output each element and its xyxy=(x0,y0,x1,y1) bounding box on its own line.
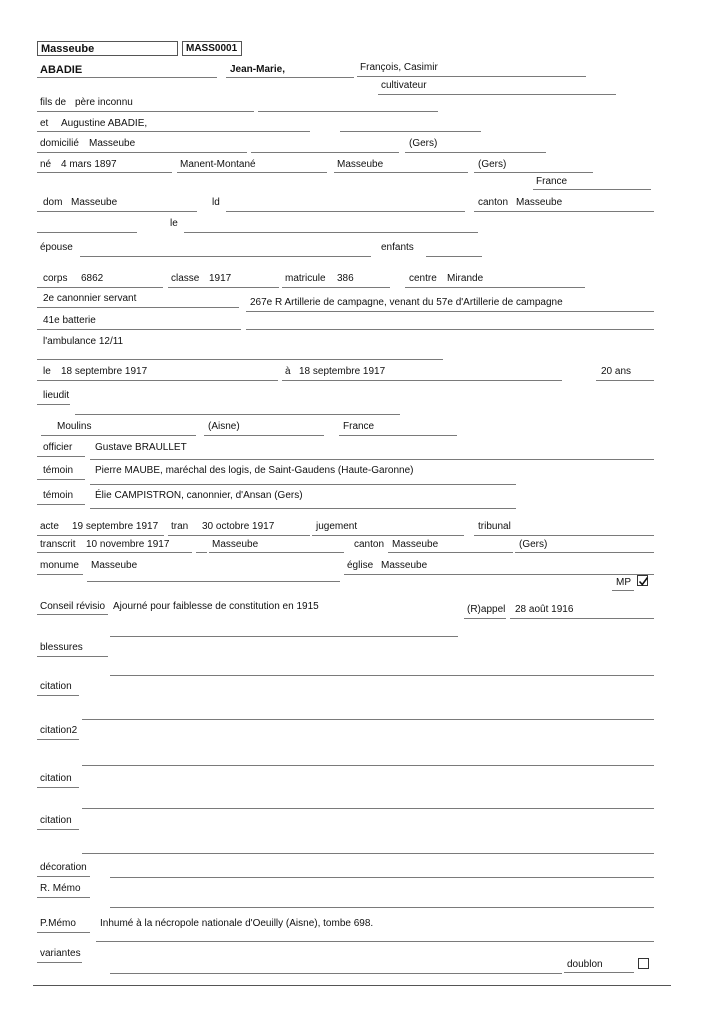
doublon-label: doublon xyxy=(567,959,603,970)
decoration-line xyxy=(110,877,654,878)
officer-label: officier xyxy=(43,442,73,453)
regiment: 267e R Artillerie de campagne, venant du 57e d'Artillerie de campagne xyxy=(250,297,563,308)
bottom-rule xyxy=(33,985,671,986)
birth-country-line xyxy=(533,189,651,190)
citation1-label: citation xyxy=(40,681,72,692)
witness2-label: témoin xyxy=(43,490,74,501)
unit: 41e batterie xyxy=(43,315,96,326)
transcrit-canton-line xyxy=(388,552,513,553)
commune-name: Masseube xyxy=(41,43,95,55)
birth-town: Masseube xyxy=(337,159,384,170)
revision-line xyxy=(110,636,458,637)
revision-value: Ajourné pour faiblesse de constitution en 1915 xyxy=(113,601,319,612)
spouse-line xyxy=(80,256,371,257)
father-label: fils de xyxy=(40,97,67,108)
domicile-line-2 xyxy=(251,152,399,153)
witness2-label-line xyxy=(37,504,85,505)
birth-date: 4 mars 1897 xyxy=(61,159,117,170)
citation3-label-line xyxy=(37,787,79,788)
tribunal-label: tribunal xyxy=(478,521,511,532)
children-line xyxy=(426,256,482,257)
citation2-label-line xyxy=(37,739,79,740)
domicile-dept: (Gers) xyxy=(409,138,438,149)
monument-label: monume xyxy=(40,560,79,571)
doublon-checkbox[interactable] xyxy=(638,958,649,969)
death-a-label: à xyxy=(285,366,291,377)
surname: ABADIE xyxy=(40,64,83,76)
doublon-line xyxy=(564,972,634,973)
tran-label: tran xyxy=(171,521,189,532)
witness2-line xyxy=(90,508,516,509)
citation4-line xyxy=(82,853,654,854)
death-place: Moulins xyxy=(57,421,92,432)
mp-label: MP xyxy=(616,577,631,588)
dom-label: dom xyxy=(43,197,63,208)
death-dept-line xyxy=(204,435,324,436)
canton-value: Masseube xyxy=(516,197,563,208)
citation1-label-line xyxy=(37,695,79,696)
rappel-label: (R)appel xyxy=(467,604,506,615)
tran-date: 30 octobre 1917 xyxy=(202,521,275,532)
blessures-line xyxy=(110,675,654,676)
revision-label-line xyxy=(37,614,108,615)
checkmark-icon xyxy=(638,576,649,587)
witness1-value: Pierre MAUBE, maréchal des logis, de Saint-Gaudens (Haute-Garonne) xyxy=(95,465,414,476)
dom-value: Masseube xyxy=(71,197,118,208)
acte-label: acte xyxy=(40,521,59,532)
birth-place-line xyxy=(177,172,327,173)
monument-line xyxy=(87,581,340,582)
ld-line xyxy=(226,211,465,212)
citation4-label-line xyxy=(37,829,79,830)
le-line xyxy=(184,232,478,233)
rappel-line xyxy=(510,618,654,619)
transcrit-canton: Masseube xyxy=(392,539,439,550)
birth-date-line xyxy=(37,172,172,173)
grade-line xyxy=(37,307,239,308)
tribunal-line xyxy=(474,535,654,536)
birth-dept: (Gers) xyxy=(478,159,507,170)
death-place-line xyxy=(41,435,196,436)
death-date2-line xyxy=(282,380,562,381)
father-line-2 xyxy=(258,111,438,112)
lieudit-value-line xyxy=(75,414,400,415)
le-before-line xyxy=(37,232,137,233)
matricule-label: matricule xyxy=(285,273,326,284)
matricule-line xyxy=(282,287,390,288)
rappel-label-line xyxy=(464,618,506,619)
rmemo-label: R. Mémo xyxy=(40,883,81,894)
witness1-label-line xyxy=(37,479,85,480)
rmemo-label-line xyxy=(37,897,90,898)
surname-line xyxy=(37,77,217,78)
profession-line xyxy=(378,94,616,95)
variantes-label: variantes xyxy=(40,948,81,959)
eglise-value: Masseube xyxy=(381,560,428,571)
transcrit-town: Masseube xyxy=(212,539,259,550)
centre-label: centre xyxy=(409,273,437,284)
unit-line xyxy=(37,329,241,330)
first-name-line xyxy=(226,77,354,78)
ambulance: l'ambulance 12/11 xyxy=(43,336,124,347)
variantes-line xyxy=(110,973,562,974)
decoration-label-line xyxy=(37,876,90,877)
corps-line xyxy=(37,287,163,288)
rmemo-line xyxy=(110,907,654,908)
corps-value: 6862 xyxy=(81,273,104,284)
transcrit-dept: (Gers) xyxy=(519,539,548,550)
acte-line xyxy=(37,535,164,536)
other-names-line xyxy=(357,76,586,77)
birth-label: né xyxy=(40,159,52,170)
birth-country: France xyxy=(536,176,568,187)
eglise-label: église xyxy=(347,560,374,571)
record-code: MASS0001 xyxy=(186,43,238,54)
pmemo-line xyxy=(96,941,654,942)
rappel-value: 28 août 1916 xyxy=(515,604,574,615)
canton-label: canton xyxy=(478,197,509,208)
le-label: le xyxy=(170,218,178,229)
citation3-label: citation xyxy=(40,773,72,784)
canton-line xyxy=(474,211,654,212)
spouse-label: épouse xyxy=(40,242,73,253)
death-dept: (Aisne) xyxy=(208,421,240,432)
witness1-label: témoin xyxy=(43,465,74,476)
children-label: enfants xyxy=(381,242,414,253)
profession: cultivateur xyxy=(381,80,427,91)
citation2-label: citation2 xyxy=(40,725,78,736)
pmemo-label: P.Mémo xyxy=(40,918,76,929)
classe-line xyxy=(168,287,279,288)
transcrit-label: transcrit xyxy=(40,539,76,550)
death-date2: 18 septembre 1917 xyxy=(299,366,386,377)
citation3-line xyxy=(82,808,654,809)
officer-value: Gustave BRAULLET xyxy=(95,442,187,453)
citation1-line xyxy=(82,719,654,720)
death-date-line xyxy=(37,380,278,381)
death-date: 18 septembre 1917 xyxy=(61,366,148,377)
pmemo-value: Inhumé à la nécropole nationale d'Oeuilly (Aisne), tombe 698. xyxy=(100,918,374,929)
ambulance-line xyxy=(37,359,443,360)
regiment-line xyxy=(246,311,654,312)
jugement-line xyxy=(312,535,464,536)
monument-label-line xyxy=(37,574,83,575)
death-country: France xyxy=(343,421,375,432)
transcrit-dept-line xyxy=(515,552,654,553)
mother-value: Augustine ABADIE, xyxy=(61,118,148,129)
domicile-label: domicilié xyxy=(40,138,79,149)
revision-label: Conseil révisio xyxy=(40,601,106,612)
officer-label-line xyxy=(37,456,85,457)
jugement-label: jugement xyxy=(316,521,358,532)
father-line xyxy=(37,111,254,112)
pmemo-label-line xyxy=(37,932,90,933)
domicile-dept-line xyxy=(405,152,546,153)
ld-label: ld xyxy=(212,197,220,208)
death-country-line xyxy=(339,435,457,436)
mp-checkbox[interactable] xyxy=(637,575,648,586)
other-names: François, Casimir xyxy=(360,62,438,73)
death-age: 20 ans xyxy=(601,366,632,377)
transcrit-town-line xyxy=(209,552,344,553)
classe-value: 1917 xyxy=(209,273,232,284)
death-le-label: le xyxy=(43,366,51,377)
lieudit-line xyxy=(37,404,70,405)
mother-line-2 xyxy=(340,131,481,132)
acte-date: 19 septembre 1917 xyxy=(72,521,159,532)
witness1-line xyxy=(90,484,516,485)
corps-label: corps xyxy=(43,273,68,284)
mother-label: et xyxy=(40,118,49,129)
lieudit-label: lieudit xyxy=(43,390,70,401)
matricule-value: 386 xyxy=(337,273,354,284)
unit-line-2 xyxy=(246,329,654,330)
transcrit-canton-label: canton xyxy=(354,539,385,550)
domicile-line xyxy=(37,152,247,153)
centre-value: Mirande xyxy=(447,273,484,284)
death-age-line xyxy=(596,380,654,381)
father-value: père inconnu xyxy=(75,97,133,108)
citation4-label: citation xyxy=(40,815,72,826)
transcrit-date: 10 novembre 1917 xyxy=(86,539,170,550)
birth-place: Manent-Montané xyxy=(180,159,256,170)
tran-line xyxy=(168,535,310,536)
transcrit-short-line xyxy=(196,552,207,553)
mp-line xyxy=(612,590,634,591)
transcrit-line xyxy=(37,552,192,553)
officer-line xyxy=(90,459,654,460)
eglise-line xyxy=(344,574,654,575)
first-name: Jean-Marie, xyxy=(230,64,286,75)
witness2-value: Élie CAMPISTRON, canonnier, d'Ansan (Gers) xyxy=(95,490,303,501)
centre-line xyxy=(405,287,585,288)
domicile-town: Masseube xyxy=(89,138,136,149)
birth-town-line xyxy=(334,172,468,173)
citation2-line xyxy=(82,765,654,766)
grade: 2e canonnier servant xyxy=(43,293,137,304)
decoration-label: décoration xyxy=(40,862,87,873)
variantes-label-line xyxy=(37,962,82,963)
dom-line xyxy=(37,211,197,212)
blessures-label: blessures xyxy=(40,642,83,653)
blessures-label-line xyxy=(37,656,108,657)
birth-dept-line xyxy=(474,172,593,173)
classe-label: classe xyxy=(171,273,200,284)
mother-line xyxy=(37,131,310,132)
monument-value: Masseube xyxy=(91,560,138,571)
